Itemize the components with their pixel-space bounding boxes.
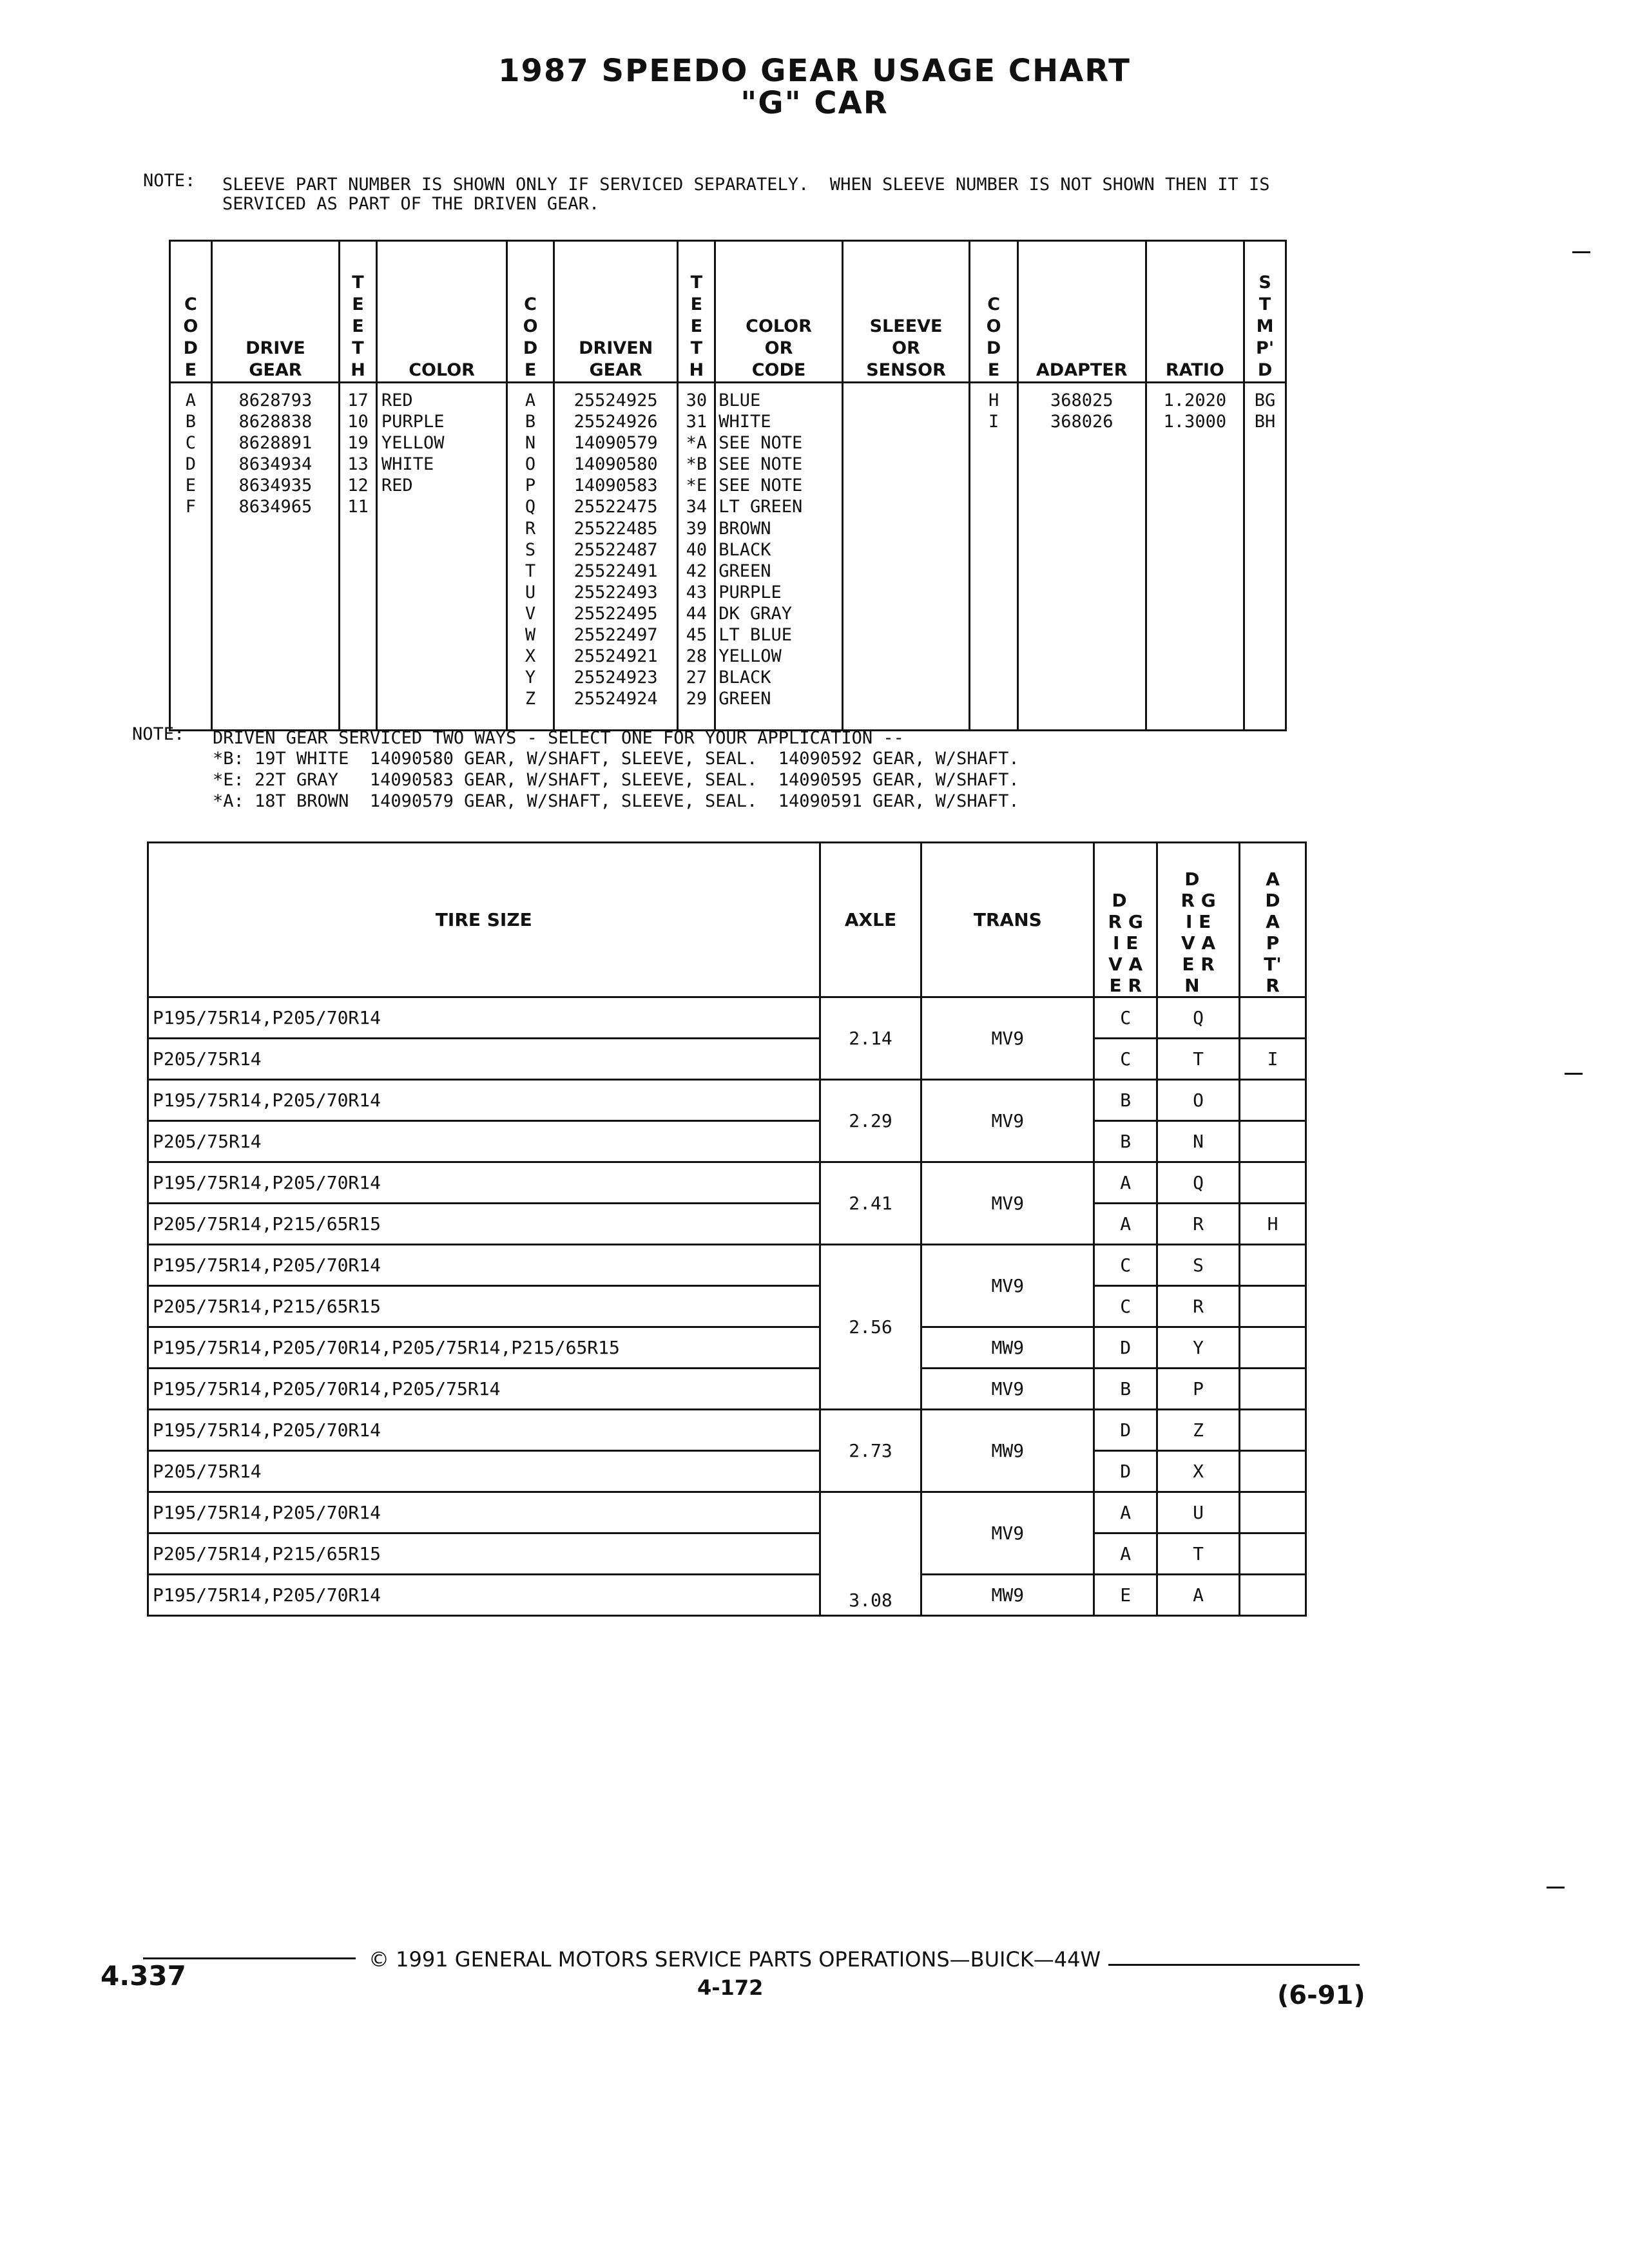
drive-gear-cell: D	[1094, 1451, 1157, 1492]
tire-size-cell: P195/75R14,P205/70R14	[148, 997, 820, 1039]
tire-size-cell: P205/75R14,P215/65R15	[148, 1533, 820, 1575]
header-driven-gear: DRIVEN GEAR	[554, 241, 678, 383]
header-stamped: S T M P' D	[1244, 241, 1286, 383]
header-color-code: COLOR OR CODE	[715, 241, 843, 383]
tire-size-cell: P205/75R14,P215/65R15	[148, 1204, 820, 1245]
adapter-cell	[1240, 1492, 1306, 1533]
driven-gear-cell: U	[1157, 1492, 1240, 1533]
axle-cell: 2.56	[820, 1245, 921, 1410]
drive-teeth-list: 17 10 19 13 12 11	[340, 383, 377, 731]
drive-code-list: A B C D E F	[170, 383, 212, 731]
axle-cell: 2.73	[820, 1410, 921, 1492]
adapter-code-list: H I	[970, 383, 1018, 731]
tire-size-cell: P195/75R14,P205/70R14,P205/75R14,P215/65R15	[148, 1327, 820, 1369]
drive-gear-cell: D	[1094, 1327, 1157, 1369]
adapter-cell	[1240, 1245, 1306, 1286]
header-tire-size: TIRE SIZE	[148, 843, 820, 997]
page-number-center: 4-172	[697, 1975, 764, 2000]
adapter-cell	[1240, 997, 1306, 1039]
axle-cell: 2.14	[820, 997, 921, 1080]
driven-code-list: A B N O P Q R S T U V W X Y Z	[507, 383, 554, 731]
note-line: *E: 22T GRAY 14090583 GEAR, W/SHAFT, SLEEVE, SEAL. 14090595 GEAR, W/SHAFT.	[213, 770, 1019, 790]
driven-gear-cell: Y	[1157, 1327, 1240, 1369]
driven-gear-cell: R	[1157, 1286, 1240, 1327]
copyright-text: © 1991 GENERAL MOTORS SERVICE PARTS OPERATIONS—BUICK—44W	[369, 1947, 1101, 1972]
driven-gear-cell: S	[1157, 1245, 1240, 1286]
adapter-cell	[1240, 1121, 1306, 1162]
trans-cell: MV9	[921, 1245, 1094, 1327]
header-axle: AXLE	[820, 843, 921, 997]
axle-cell: 2.41	[820, 1162, 921, 1245]
adapter-cell	[1240, 1080, 1306, 1121]
trans-cell: MW9	[921, 1327, 1094, 1369]
header-code: C O D E	[507, 241, 554, 383]
trans-cell: MV9	[921, 997, 1094, 1080]
drive-gear-cell: C	[1094, 1245, 1157, 1286]
drive-gear-cell: D	[1094, 1410, 1157, 1451]
header-ratio: RATIO	[1146, 241, 1244, 383]
driven-gear-cell: O	[1157, 1080, 1240, 1121]
adapter-cell	[1240, 1369, 1306, 1410]
driven-gear-cell: P	[1157, 1369, 1240, 1410]
tire-size-cell: P195/75R14,P205/70R14,P205/75R14	[148, 1369, 820, 1410]
adapter-cell: I	[1240, 1039, 1306, 1080]
drive-color-list: RED PURPLE YELLOW WHITE RED	[376, 383, 506, 731]
header-sleeve: SLEEVE OR SENSOR	[842, 241, 969, 383]
header-driven-gear: D R G I E V A E R N	[1157, 843, 1240, 997]
stamped-list: BG BH	[1244, 383, 1286, 731]
adapter-cell	[1240, 1410, 1306, 1451]
axle-cell: 2.29	[820, 1080, 921, 1162]
tire-size-cell: P195/75R14,P205/70R14	[148, 1080, 820, 1121]
tire-size-cell: P195/75R14,P205/70R14	[148, 1162, 820, 1204]
page-subtitle: "G" CAR	[740, 85, 889, 121]
margin-mark	[1572, 251, 1590, 253]
trans-cell: MW9	[921, 1410, 1094, 1492]
drive-gear-cell: C	[1094, 997, 1157, 1039]
note-line: DRIVEN GEAR SERVICED TWO WAYS - SELECT ONE FOR YOUR APPLICATION --	[213, 728, 904, 748]
tire-size-cell: P195/75R14,P205/70R14	[148, 1575, 820, 1616]
ratio-list: 1.2020 1.3000	[1146, 383, 1244, 731]
footer-rule	[1108, 1964, 1360, 1966]
gear-table	[169, 240, 1287, 731]
trans-cell: MV9	[921, 1369, 1094, 1410]
driven-gear-cell: N	[1157, 1121, 1240, 1162]
tire-size-cell: P205/75R14	[148, 1039, 820, 1080]
header-trans: TRANS	[921, 843, 1094, 997]
note-line: SLEEVE PART NUMBER IS SHOWN ONLY IF SERVICED SEPARATELY. WHEN SLEEVE NUMBER IS NOT SHOWN THEN IT IS	[222, 175, 1270, 195]
header-color: COLOR	[376, 241, 506, 383]
drive-gear-cell: C	[1094, 1039, 1157, 1080]
adapter-cell	[1240, 1286, 1306, 1327]
driven-gear-cell: Z	[1157, 1410, 1240, 1451]
driven-gear-cell: X	[1157, 1451, 1240, 1492]
driven-gear-cell: T	[1157, 1039, 1240, 1080]
header-drive-gear: DRIVE GEAR	[211, 241, 339, 383]
axle-cell: 3.08	[820, 1492, 921, 1616]
header-adapter: ADAPTER	[1017, 241, 1146, 383]
date-code: (6-91)	[1277, 1981, 1365, 2010]
page-number-left: 4.337	[101, 1960, 186, 1992]
drive-gear-cell: A	[1094, 1162, 1157, 1204]
header-teeth: T E E T H	[678, 241, 715, 383]
header-code: C O D E	[970, 241, 1018, 383]
adapter-cell	[1240, 1575, 1306, 1616]
header-code: C O D E	[170, 241, 212, 383]
adapter-list: 368025 368026	[1017, 383, 1146, 731]
adapter-cell	[1240, 1327, 1306, 1369]
note-label: NOTE:	[132, 724, 185, 744]
driven-gear-cell: T	[1157, 1533, 1240, 1575]
trans-cell: MV9	[921, 1162, 1094, 1245]
tire-size-cell: P205/75R14	[148, 1451, 820, 1492]
tire-size-cell: P195/75R14,P205/70R14	[148, 1245, 820, 1286]
note-label: NOTE:	[143, 171, 196, 191]
driven-color-list: BLUE WHITE SEE NOTE SEE NOTE SEE NOTE LT GREEN BROWN BLACK GREEN PURPLE DK GRAY LT BLUE YELLOW BLACK GREEN	[715, 383, 843, 731]
header-drive-gear: D R G I E V A E R	[1094, 843, 1157, 997]
note-line: *A: 18T BROWN 14090579 GEAR, W/SHAFT, SLEEVE, SEAL. 14090591 GEAR, W/SHAFT.	[213, 791, 1019, 811]
adapter-cell	[1240, 1162, 1306, 1204]
driven-gear-cell: Q	[1157, 1162, 1240, 1204]
note-line: *B: 19T WHITE 14090580 GEAR, W/SHAFT, SLEEVE, SEAL. 14090592 GEAR, W/SHAFT.	[213, 749, 1019, 769]
margin-mark	[1547, 1887, 1565, 1888]
drive-gear-cell: B	[1094, 1369, 1157, 1410]
tire-size-cell: P195/75R14,P205/70R14	[148, 1410, 820, 1451]
footer-rule	[143, 1957, 356, 1959]
sleeve-list	[842, 383, 969, 731]
driven-gear-list: 25524925 25524926 14090579 14090580 14090583 25522475 25522485 25522487 25522491 25522493 25522495 25522497 25524921 25524923 25524924	[554, 383, 678, 731]
trans-cell: MV9	[921, 1492, 1094, 1575]
header-teeth: T E E T H	[340, 241, 377, 383]
driven-teeth-list: 30 31 *A *B *E 34 39 40 42 43 44 45 28 27 29	[678, 383, 715, 731]
drive-gear-list: 8628793 8628838 8628891 8634934 8634935 8634965	[211, 383, 339, 731]
header-adapter: A D A P T' R	[1240, 843, 1306, 997]
drive-gear-cell: B	[1094, 1080, 1157, 1121]
trans-cell: MW9	[921, 1575, 1094, 1616]
trans-cell: MV9	[921, 1080, 1094, 1162]
usage-table	[147, 841, 1307, 1617]
tire-size-cell: P205/75R14,P215/65R15	[148, 1286, 820, 1327]
drive-gear-cell: A	[1094, 1204, 1157, 1245]
drive-gear-cell: C	[1094, 1286, 1157, 1327]
driven-gear-cell: A	[1157, 1575, 1240, 1616]
drive-gear-cell: E	[1094, 1575, 1157, 1616]
tire-size-cell: P195/75R14,P205/70R14	[148, 1492, 820, 1533]
drive-gear-cell: A	[1094, 1492, 1157, 1533]
margin-mark	[1565, 1073, 1583, 1075]
drive-gear-cell: B	[1094, 1121, 1157, 1162]
driven-gear-cell: Q	[1157, 997, 1240, 1039]
drive-gear-cell: A	[1094, 1533, 1157, 1575]
adapter-cell: H	[1240, 1204, 1306, 1245]
driven-gear-cell: R	[1157, 1204, 1240, 1245]
tire-size-cell: P205/75R14	[148, 1121, 820, 1162]
note-line: SERVICED AS PART OF THE DRIVEN GEAR.	[222, 194, 600, 214]
page-title: 1987 SPEEDO GEAR USAGE CHART	[498, 53, 1131, 89]
adapter-cell	[1240, 1533, 1306, 1575]
adapter-cell	[1240, 1451, 1306, 1492]
